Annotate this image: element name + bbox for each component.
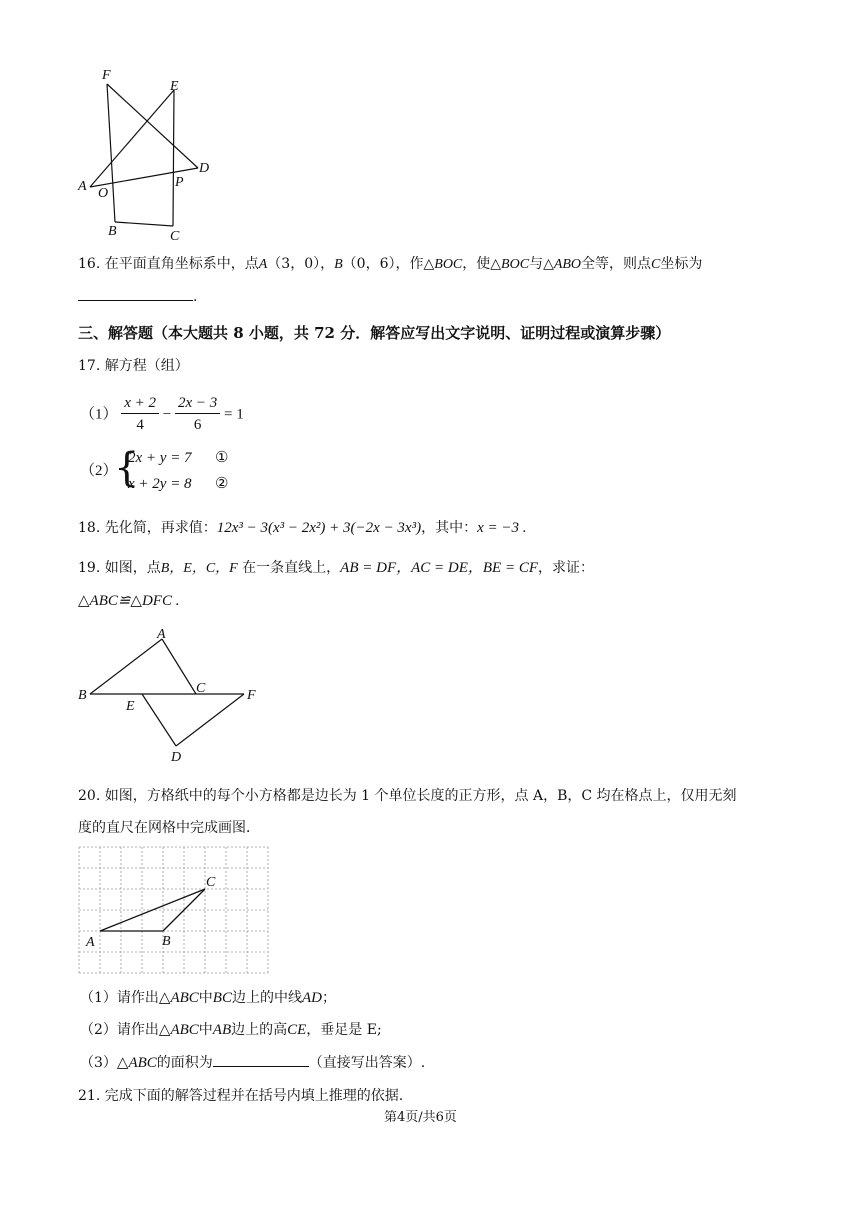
- question-18: [78, 518, 527, 538]
- q20-part1: [80, 988, 336, 1008]
- label-p: P: [175, 175, 184, 190]
- q16-mid: ，使: [462, 256, 491, 272]
- q20-p1-d: ；: [321, 990, 336, 1006]
- label-a: A: [78, 179, 87, 194]
- q20-p1-triangle: △ABC: [158, 990, 199, 1006]
- segment-de: [142, 694, 176, 746]
- q16-text-a: 在平面直角坐标系中，点: [104, 256, 259, 272]
- q16-text-c: 坐标为: [660, 256, 703, 272]
- q16-point-c: C: [651, 257, 661, 272]
- segment-fd: [176, 694, 244, 746]
- segment-fd: [107, 84, 198, 168]
- q20-p3-blank: [213, 1052, 309, 1067]
- q17-minus: −: [162, 406, 172, 423]
- segment-ac: [162, 639, 196, 694]
- label-c: C: [196, 681, 206, 696]
- q20-part3: [80, 1052, 425, 1073]
- q17-frac2-den: 6: [193, 417, 202, 433]
- q20-p1-c: 边上的中线: [231, 990, 302, 1006]
- q17-p2-label: （2）: [80, 463, 118, 479]
- q20-line2: 度的直尺在网格中完成画图．: [78, 820, 260, 836]
- figure-q15: [70, 62, 230, 247]
- question-19: [78, 558, 594, 579]
- q17-eq-rhs: = 1: [224, 406, 244, 423]
- label-c: C: [170, 229, 180, 244]
- q17-fraction-2: [175, 393, 220, 436]
- q19-points: B，E，C，F: [160, 561, 238, 576]
- q18-expression: 12x³ − 3(x³ − 2x²) + 3(−2x − 3x³): [216, 520, 422, 536]
- q20-p1-segment: AD: [301, 990, 322, 1006]
- q20-p2-d: ，垂足是 E;: [306, 1022, 382, 1038]
- label-d: D: [199, 161, 210, 176]
- q20-p2-side: AB: [212, 1022, 232, 1038]
- q18-lead: 18. 先化简，再求值：: [78, 520, 217, 536]
- q17-system-brace: {: [114, 445, 140, 491]
- label-e: E: [126, 699, 135, 714]
- q19-text1: 在一条直线上，: [242, 560, 341, 576]
- q19-conditions: AB = DF，AC = DE，BE = CF: [340, 560, 539, 576]
- q20-p3-b: 的面积为: [156, 1055, 213, 1071]
- q17-fraction-1: [121, 393, 159, 436]
- q16-blank: [78, 286, 193, 301]
- label-b: B: [162, 934, 171, 949]
- q20-p3-triangle: △ABC: [116, 1055, 157, 1071]
- question-21: 21. 完成下面的解答过程并在括号内填上推理的依据.: [78, 1088, 404, 1104]
- q20-p2-triangle: △ABC: [158, 1022, 199, 1038]
- label-c: C: [206, 875, 216, 890]
- q19-text2: ，求证：: [538, 560, 595, 576]
- q16-tri-abo: △ABO: [543, 257, 582, 272]
- q20-p1-b: 中: [198, 990, 213, 1006]
- q18-value: x = −3 .: [477, 520, 527, 536]
- segment-ba: [90, 639, 162, 694]
- q17-part1: [80, 393, 244, 436]
- q20-p3-a: （3）: [80, 1055, 117, 1071]
- q19-claim: △ABC≌△DFC .: [78, 593, 180, 609]
- q17-system-mark2: ②: [215, 476, 229, 492]
- q16-a-coord: （3，0），: [267, 256, 335, 272]
- q20-p1-side: BC: [212, 990, 232, 1006]
- label-f: F: [102, 68, 111, 83]
- q20-p1-a: （1）请作出: [80, 990, 159, 1006]
- q17-system-eq1: 2x + y = 7: [128, 450, 192, 466]
- q17-frac1-den: 4: [136, 417, 144, 433]
- label-b: B: [108, 224, 117, 239]
- q16-text-b: 全等，则点: [581, 256, 652, 272]
- q19-lead: 19. 如图，点: [78, 560, 161, 576]
- q20-p2-b: 中: [198, 1022, 213, 1038]
- question-16: [78, 254, 702, 275]
- q16-tri-boc: △BOC: [423, 257, 463, 272]
- q20-line1: 20. 如图，方格纸中的每个小方格都是边长为 1 个单位长度的正方形，点 A，B，C 均在格点上，仅用无刻: [78, 788, 737, 804]
- label-e: E: [170, 79, 179, 94]
- q17-system-eq2: x + 2y = 8: [128, 476, 192, 492]
- q16-point-b: B: [334, 257, 343, 272]
- q20-p2-c: 边上的高: [231, 1022, 288, 1038]
- figure-q20-grid: [76, 846, 270, 974]
- label-f: F: [247, 688, 256, 703]
- q17-frac1-num: x + 2: [121, 393, 159, 414]
- q18-where: ，其中：: [421, 520, 478, 536]
- q17-p1-label: （1）: [80, 406, 118, 423]
- label-d: D: [171, 750, 182, 764]
- q16-answer-line: [78, 286, 197, 307]
- label-o: O: [98, 186, 109, 201]
- q16-blank-end: .: [193, 289, 198, 305]
- q16-point-a: A: [258, 257, 268, 272]
- label-a: A: [157, 627, 166, 642]
- q16-tri-boc-2: △BOC: [490, 257, 530, 272]
- label-b: B: [78, 688, 87, 703]
- page-footer: 第4页/共6页: [384, 1110, 457, 1125]
- q17-title: 17. 解方程（组）: [78, 358, 189, 374]
- q20-part2: [80, 1020, 382, 1040]
- q16-with: 与: [529, 256, 544, 272]
- label-a: A: [86, 935, 95, 950]
- q17-system-mark1: ①: [215, 450, 229, 466]
- figure-q19: [70, 624, 270, 764]
- segment-fb: [107, 84, 115, 222]
- q16-number: 16.: [78, 256, 101, 272]
- segment-ce: [173, 90, 174, 226]
- segment-bc: [115, 222, 173, 226]
- q20-p3-c: （直接写出答案）.: [308, 1055, 426, 1071]
- q20-p2-a: （2）请作出: [80, 1022, 159, 1038]
- segment-ae: [90, 90, 174, 187]
- q17-frac2-num: 2x − 3: [175, 393, 220, 414]
- q16-b-coord: （0，6），作: [342, 256, 424, 272]
- q20-p2-segment: CE: [287, 1022, 307, 1038]
- section-3-title: 三、解答题（本大题共 8 小题，共 72 分．解答应写出文字说明、证明过程或演算步骤）: [78, 324, 671, 342]
